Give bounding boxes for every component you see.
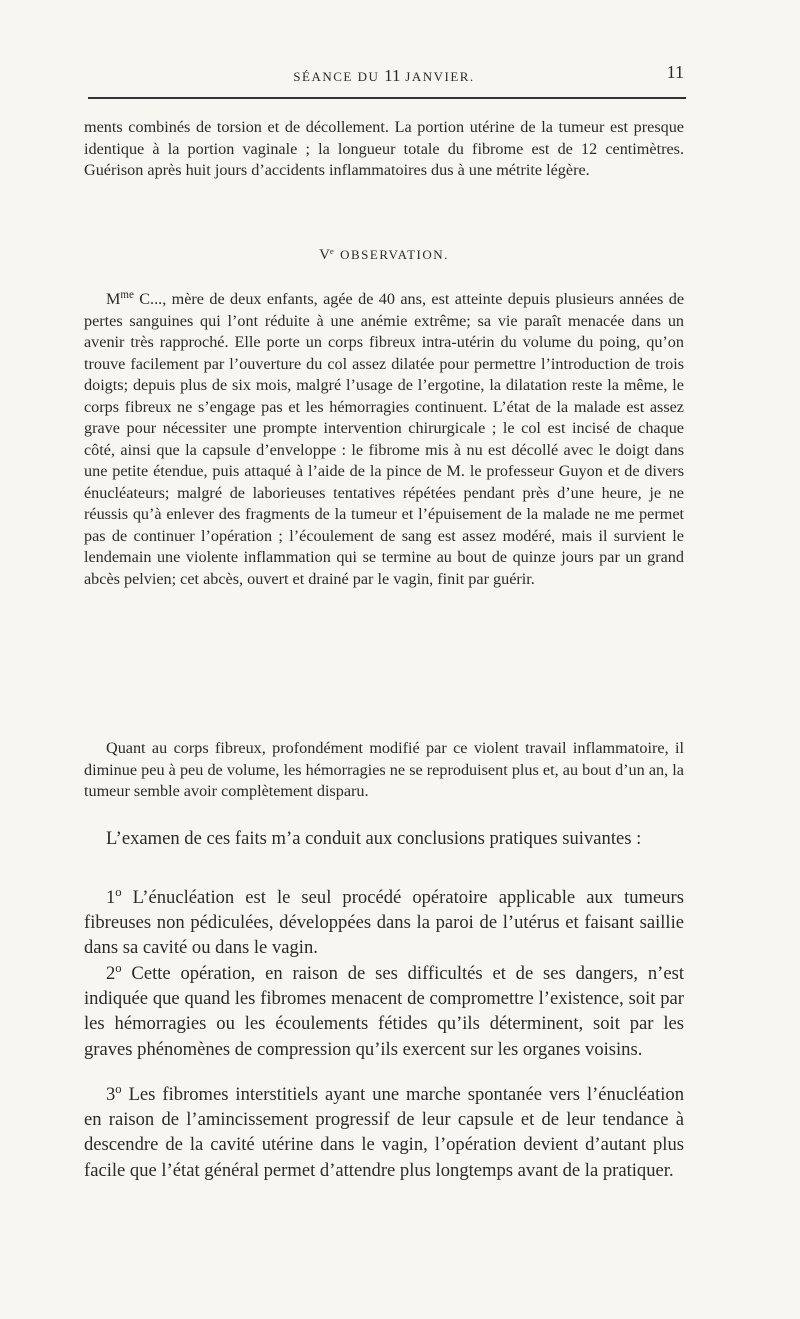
conclusion-1-superscript: o — [115, 885, 122, 900]
header-rule — [88, 97, 686, 99]
conclusion-2-number: 2 — [106, 963, 116, 984]
title-day: 11 — [384, 66, 401, 85]
conclusion-3-superscript: o — [115, 1082, 122, 1097]
case-name-superscript: me — [120, 288, 134, 301]
heading-text: OBSERVATION. — [340, 247, 449, 262]
paragraph-case — [84, 289, 684, 590]
running-title — [84, 66, 684, 86]
heading-superscript: e — [329, 246, 336, 257]
conclusion-3 — [84, 1082, 684, 1183]
paragraph-conclusions-intro: L’examen de ces faits m’a conduit aux conclusions pratiques suivantes : — [106, 828, 642, 849]
title-prefix: SÉANCE DU — [293, 69, 380, 84]
case-text: C..., mère de deux enfants, agée de 40 ans, est atteinte depuis plusieurs années de pertes sanguines qui l’ont réduite à une anémie extrême; sa vie paraît menacée dans un avenir très rapproché. Elle porte un corps fibreux intra-utérin du volume du poing, qu’on trouve facilement par l’ouverture du col assez dilatée pour permettre l’introduction de trois doigts; depuis plus de six mois, malgré l’usage de l’ergotine, la dilatation reste la même, le corps fibreux ne s’engage pas et les hémorragies continuent. L’état de la malade est assez grave pour nécessiter une prompte intervention chirurgicale ; le col est incisé de chaque côté, ainsi que la capsule d’enveloppe : le fibrome mis à nu est décollé avec le doigt dans une petite étendue, puis attaqué à l’aide de la pince de M. le professeur Guyon et de divers énucléateurs; malgré de laborieuses tentatives répétées pendant près d’une heure, je ne réussis qu’à enlever des fragments de la tumeur et l’épuisement de la malade ne me permet pas de continuer l’opération ; l’écoulement de sang est assez modéré, mais il survient le lendemain une violente inflammation qui se termine au bout de quinze jours par un grand abcès pelvien; cet abcès, ouvert et drainé par le vagin, finit par guérir. — [84, 290, 684, 588]
conclusion-1-number: 1 — [106, 887, 116, 908]
running-header — [84, 60, 684, 90]
heading-numeral: V — [319, 247, 330, 263]
paragraph-outcome: Quant au corps fibreux, profondément modifié par ce violent travail inflammatoire, il diminue peu à peu de volume, les hémorragies ne se reproduisent plus et, au bout d’un an, la tumeur semble avoir complètement disparu. — [84, 739, 684, 800]
conclusion-2-superscript: o — [115, 961, 122, 976]
conclusion-3-text: Les fibromes interstitiels ayant une marche spontanée vers l’énucléation en raison de l’amincissement progressif de leur capsule et de leur tendance à descendre de la cavité utérine dans le vagin, l’opération devient d’autant plus facile que l’état général permet d’attendre plus longtemps avant de la pratiquer. — [84, 1084, 684, 1181]
case-name: M — [106, 290, 121, 308]
title-month: JANVIER. — [405, 69, 475, 84]
conclusion-2-text: Cette opération, en raison de ses difficultés et de ses dangers, n’est indiquée que quand les fibromes menacent de compromettre l’existence, soit par les hémorragies ou les écoulements fétides qu’ils déterminent, soit par les graves phénomènes de compression qu’ils exercent sur les organes voisins. — [84, 963, 684, 1060]
conclusion-1-text: L’énucléation est le seul procédé opératoire applicable aux tumeurs fibreuses non pédiculées, développées dans la paroi de l’utérus et faisant saillie dans sa cavité ou dans le vagin. — [84, 887, 684, 959]
conclusion-3-number: 3 — [106, 1084, 116, 1105]
conclusion-2 — [84, 961, 684, 1062]
conclusion-1 — [84, 885, 684, 961]
paragraph-continuation: ments combinés de torsion et de décollement. La portion utérine de la tumeur est presque identique à la portion vaginale ; la longueur totale du fibrome est de 12 centimètres. Guérison après huit jours d’accidents inflammatoires dus à une métrite légère. — [84, 118, 684, 179]
section-heading — [84, 247, 684, 264]
page-number: 11 — [666, 62, 684, 82]
